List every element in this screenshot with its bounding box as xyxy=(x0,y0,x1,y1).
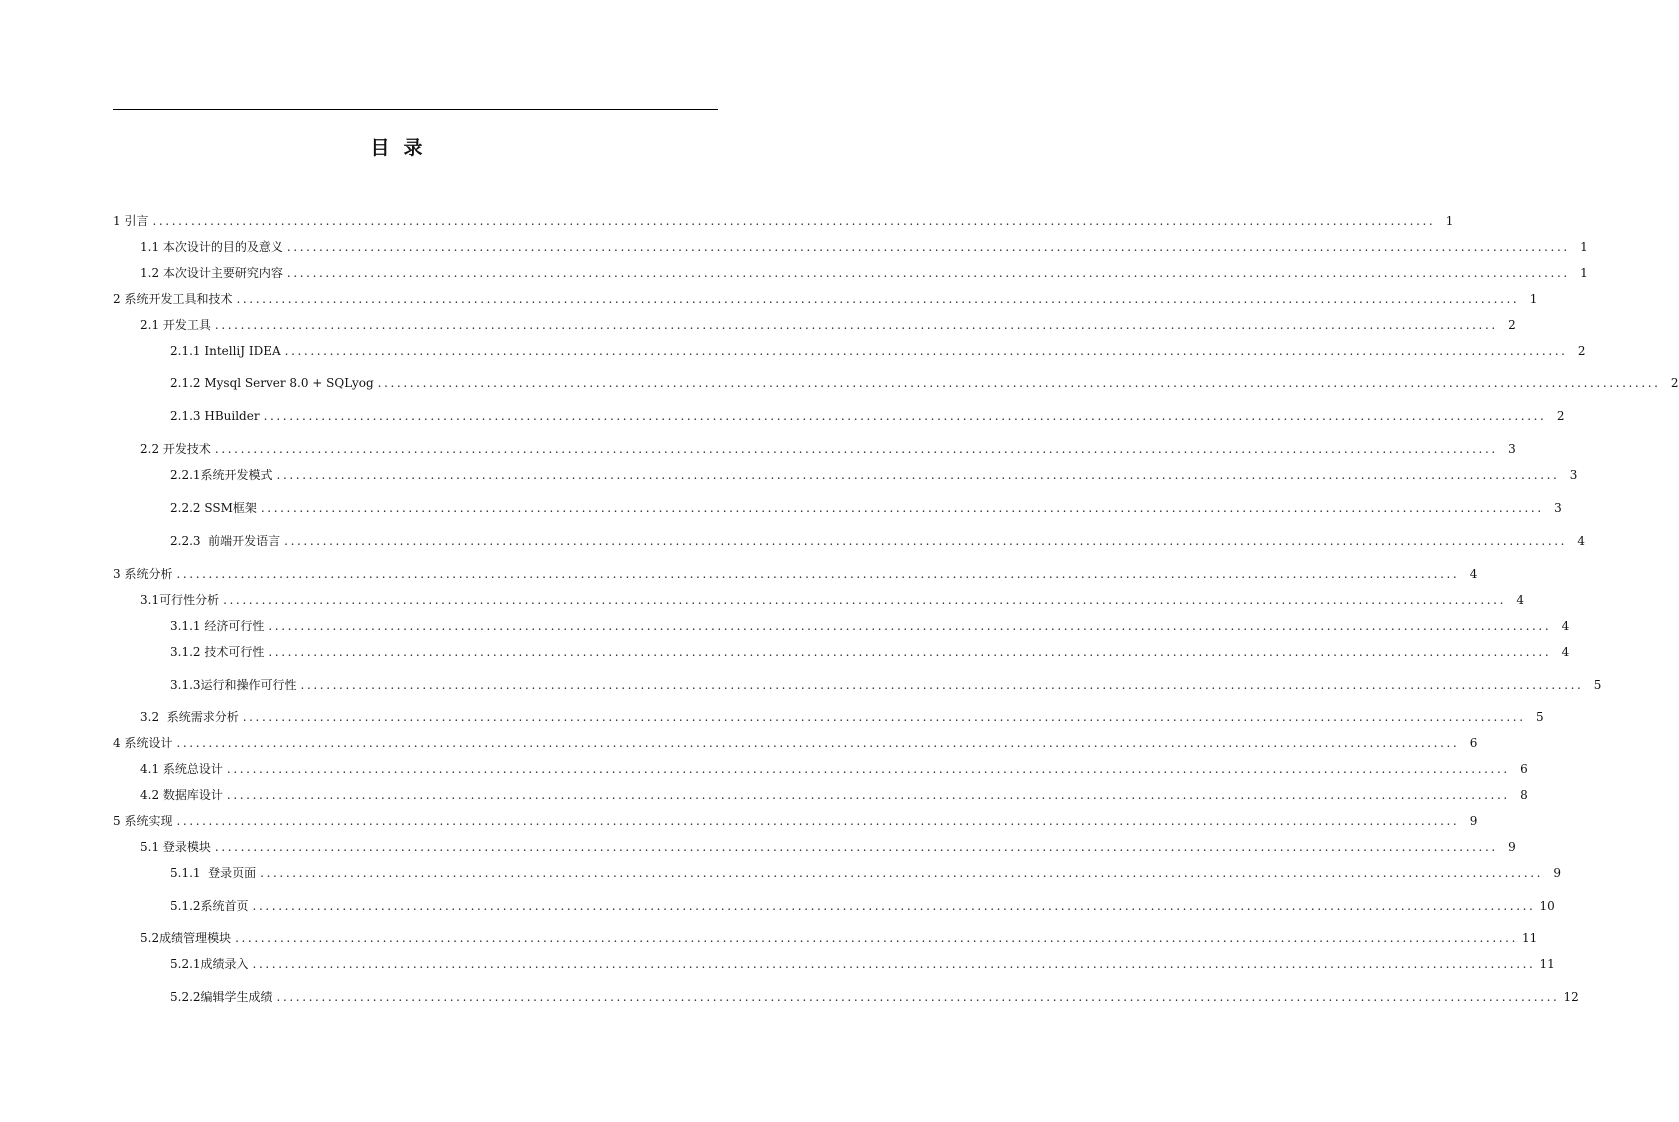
toc-dot-leader: ........................................................................................................................................................................................................ xyxy=(284,534,1568,548)
toc-entry-label: 4 系统设计 xyxy=(113,736,173,750)
toc-entry[interactable] xyxy=(113,343,1586,359)
toc-entry-label: 2.1.3 HBuilder xyxy=(170,409,260,423)
toc-dot-leader: ........................................................................................................................................................................................................ xyxy=(176,736,1460,750)
toc-entry[interactable] xyxy=(113,677,1602,693)
toc-entry-label: 2.2.1系统开发模式 xyxy=(170,468,273,482)
toc-dot-leader: ........................................................................................................................................................................................................ xyxy=(268,645,1552,659)
toc-entry-page: 9 xyxy=(1469,814,1478,828)
toc-entry[interactable] xyxy=(113,408,1565,424)
toc-entry[interactable] xyxy=(113,618,1570,634)
toc-entry[interactable] xyxy=(113,813,1478,829)
toc-dot-leader: ........................................................................................................................................................................................................ xyxy=(286,266,1570,280)
toc-title: 目录 xyxy=(370,137,437,159)
toc-entry-page: 9 xyxy=(1508,840,1516,854)
toc-entry-page: 2 xyxy=(1577,344,1586,358)
toc-entry[interactable] xyxy=(113,956,1555,972)
toc-entry-label: 5.1.1 登录页面 xyxy=(170,866,257,880)
toc-entry-page: 2 xyxy=(1508,318,1516,332)
toc-entry-label: 2.2 开发技术 xyxy=(140,442,211,456)
toc-entry-page: 1 xyxy=(1580,240,1588,254)
toc-entry-label: 5 系统实现 xyxy=(113,814,173,828)
toc-entry-page: 6 xyxy=(1520,762,1528,776)
toc-dot-leader: ........................................................................................................................................................................................................ xyxy=(176,567,1460,581)
toc-entry-label: 2.2.2 SSM框架 xyxy=(170,501,257,515)
toc-entry-page: 3 xyxy=(1569,468,1578,482)
toc-entry[interactable] xyxy=(113,213,1454,229)
toc-entry-page: 1 xyxy=(1529,292,1538,306)
toc-entry[interactable] xyxy=(113,592,1524,608)
toc-entry-page: 11 xyxy=(1539,957,1555,971)
toc-entry-label: 2.2.3 前端开发语言 xyxy=(170,534,281,548)
toc-dot-leader: ........................................................................................................................................................................................................ xyxy=(252,957,1536,971)
toc-entry[interactable] xyxy=(113,644,1570,660)
toc-entry-page: 4 xyxy=(1577,534,1586,548)
toc-dot-leader: ........................................................................................................................................................................................................ xyxy=(252,899,1536,913)
toc-entry-label: 3.1.1 经济可行性 xyxy=(170,619,265,633)
toc-entry[interactable] xyxy=(113,375,1679,391)
toc-entry[interactable] xyxy=(113,989,1579,1005)
toc-entry-page: 6 xyxy=(1469,736,1478,750)
toc-entry[interactable] xyxy=(113,898,1555,914)
toc-dot-leader: ........................................................................................................................................................................................................ xyxy=(236,292,1520,306)
toc-entry-label: 5.2.1成绩录入 xyxy=(170,957,249,971)
toc-dot-leader: ........................................................................................................................................................................................................ xyxy=(242,710,1526,724)
toc-entry-label: 3 系统分析 xyxy=(113,567,173,581)
toc-entry-page: 1 xyxy=(1580,266,1588,280)
toc-dot-leader: ........................................................................................................................................................................................................ xyxy=(176,814,1460,828)
toc-entry[interactable] xyxy=(113,317,1516,333)
toc-dot-leader: ........................................................................................................................................................................................................ xyxy=(268,619,1552,633)
toc-entry-label: 3.1.3运行和操作可行性 xyxy=(170,678,297,692)
toc-entry-label: 2.1 开发工具 xyxy=(140,318,211,332)
toc-entry[interactable] xyxy=(113,735,1478,751)
toc-dot-leader: ........................................................................................................................................................................................................ xyxy=(235,931,1518,945)
toc-entry-label: 2 系统开发工具和技术 xyxy=(113,292,233,306)
toc-entry-page: 9 xyxy=(1553,866,1562,880)
toc-entry-label: 5.2.2编辑学生成绩 xyxy=(170,990,273,1004)
toc-entry[interactable] xyxy=(113,709,1544,725)
toc-entry-label: 4.1 系统总设计 xyxy=(140,762,223,776)
toc-entry-label: 1 引言 xyxy=(113,214,149,228)
toc-entry[interactable] xyxy=(113,865,1562,881)
toc-entry-label: 1.1 本次设计的目的及意义 xyxy=(140,240,283,254)
toc-dot-leader: ........................................................................................................................................................................................................ xyxy=(152,214,1436,228)
toc-entry[interactable] xyxy=(113,930,1538,946)
toc-entry-page: 4 xyxy=(1561,619,1570,633)
toc-dot-leader: ........................................................................................................................................................................................................ xyxy=(377,376,1661,390)
toc-entry[interactable] xyxy=(113,566,1478,582)
toc-entry-page: 4 xyxy=(1516,593,1524,607)
toc-dot-leader: ........................................................................................................................................................................................................ xyxy=(226,762,1510,776)
toc-entry[interactable] xyxy=(113,265,1588,281)
toc-entry-page: 5 xyxy=(1535,710,1544,724)
toc-dot-leader: ........................................................................................................................................................................................................ xyxy=(214,318,1498,332)
toc-dot-leader: ........................................................................................................................................................................................................ xyxy=(223,593,1506,607)
toc-dot-leader: ........................................................................................................................................................................................................ xyxy=(276,990,1560,1004)
toc-entry[interactable] xyxy=(113,467,1578,483)
toc-entry[interactable] xyxy=(113,787,1528,803)
toc-entry-label: 4.2 数据库设计 xyxy=(140,788,223,802)
toc-entry-page: 11 xyxy=(1521,931,1538,945)
toc-entry[interactable] xyxy=(113,239,1588,255)
toc-entry-page: 2 xyxy=(1556,409,1565,423)
toc-entry-label: 2.1.1 IntelliJ IDEA xyxy=(170,344,281,358)
toc-entry-label: 5.2成绩管理模块 xyxy=(140,931,232,945)
toc-dot-leader: ........................................................................................................................................................................................................ xyxy=(300,678,1584,692)
toc-entry-page: 3 xyxy=(1554,501,1562,515)
toc-entry[interactable] xyxy=(113,761,1528,777)
toc-entry-label: 3.2 系统需求分析 xyxy=(140,710,239,724)
toc-entry[interactable] xyxy=(113,533,1586,549)
toc-dot-leader: ........................................................................................................................................................................................................ xyxy=(214,442,1498,456)
toc-entry-page: 8 xyxy=(1520,788,1528,802)
toc-entry-page: 12 xyxy=(1563,990,1579,1004)
toc-dot-leader: ........................................................................................................................................................................................................ xyxy=(284,344,1568,358)
toc-entry-page: 2 xyxy=(1670,376,1679,390)
toc-entry[interactable] xyxy=(113,839,1516,855)
toc-entry[interactable] xyxy=(113,291,1538,307)
toc-entry-page: 5 xyxy=(1593,678,1602,692)
toc-entry-label: 5.1.2系统首页 xyxy=(170,899,249,913)
toc-dot-leader: ........................................................................................................................................................................................................ xyxy=(214,840,1498,854)
header-rule xyxy=(113,109,718,110)
toc-entry-label: 2.1.2 Mysql Server 8.0 + SQLyog xyxy=(170,376,374,390)
toc-entry-page: 10 xyxy=(1539,899,1555,913)
toc-entry-page: 4 xyxy=(1561,645,1570,659)
toc-dot-leader: ........................................................................................................................................................................................................ xyxy=(263,409,1547,423)
toc-entry-label: 5.1 登录模块 xyxy=(140,840,211,854)
toc-entry[interactable] xyxy=(113,441,1516,457)
toc-dot-leader: ........................................................................................................................................................................................................ xyxy=(276,468,1560,482)
toc-entry-label: 1.2 本次设计主要研究内容 xyxy=(140,266,283,280)
toc-dot-leader: ........................................................................................................................................................................................................ xyxy=(226,788,1510,802)
toc-dot-leader: ........................................................................................................................................................................................................ xyxy=(260,501,1544,515)
toc-dot-leader: ........................................................................................................................................................................................................ xyxy=(286,240,1570,254)
toc-entry-label: 3.1.2 技术可行性 xyxy=(170,645,265,659)
toc-dot-leader: ........................................................................................................................................................................................................ xyxy=(260,866,1544,880)
toc-entry-label: 3.1可行性分析 xyxy=(140,593,220,607)
toc-entry-page: 4 xyxy=(1469,567,1478,581)
toc-entry-page: 3 xyxy=(1508,442,1516,456)
toc-entry-page: 1 xyxy=(1445,214,1454,228)
toc-entry[interactable] xyxy=(113,500,1562,516)
